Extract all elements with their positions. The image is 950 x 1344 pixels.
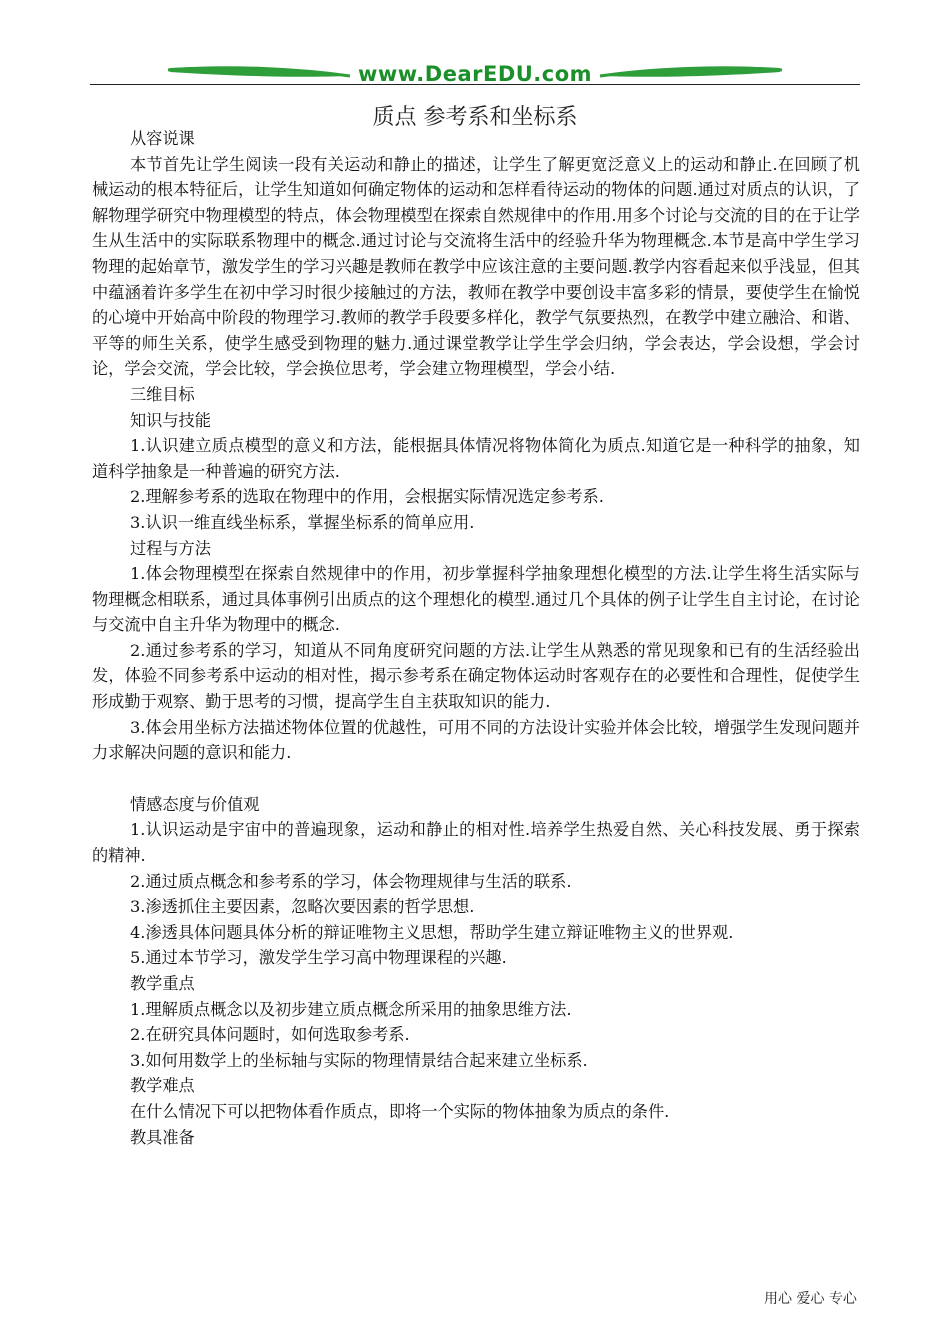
footer-motto: 用心 爱心 专心 (764, 1291, 857, 1307)
document-body (92, 126, 860, 1150)
section-heading: 教学重点 (130, 974, 195, 993)
paragraph: 2.通过参考系的学习，知道从不同角度研究问题的方法.让学生从熟悉的常见现象和已有的生活经验出发，体验不同参考系中运动的相对性，揭示参考系在确定物体运动时客观存在的必要性和合理性，促使学生形成勤于观察、勤于思考的习惯，提高学生自主获取知识的能力. (92, 640, 860, 712)
paragraph: 1.体会物理模型在探索自然规律中的作用，初步掌握科学抽象理想化模型的方法.让学生将生活实际与物理概念相联系，通过具体事例引出质点的这个理想化的模型.通过几个具体的例子让学生自主讨论，在讨论与交流中自主升华为物理中的概念. (92, 564, 860, 635)
paragraph: 2.理解参考系的选取在物理中的作用，会根据实际情况选定参考系. (130, 487, 604, 507)
page-header (0, 0, 950, 96)
subsection-heading: 知识与技能 (130, 410, 211, 430)
subsection-heading: 情感态度与价值观 (130, 794, 260, 814)
subsection-heading: 过程与方法 (130, 538, 211, 558)
paragraph: 2.在研究具体问题时，如何选取参考系. (130, 1025, 410, 1045)
paragraph: 3.认识一维直线坐标系，掌握坐标系的简单应用. (130, 512, 475, 532)
paragraph: 在什么情况下可以把物体看作质点，即将一个实际的物体抽象为质点的条件. (130, 1101, 670, 1121)
paragraph: 3.如何用数学上的坐标轴与实际的物理情景结合起来建立坐标系. (130, 1050, 588, 1070)
paragraph: 1.认识运动是宇宙中的普遍现象，运动和静止的相对性.培养学生热爱自然、关心科技发展、勇于探索的精神. (92, 820, 860, 866)
paragraph: 2.通过质点概念和参考系的学习，体会物理规律与生活的联系. (130, 871, 572, 891)
paragraph: 1.认识建立质点模型的意义和方法，能根据具体情况将物体简化为质点.知道它是一种科学的抽象，知道科学抽象是一种普遍的研究方法. (92, 436, 860, 481)
site-url-logo: www.DearEDU.com (357, 62, 593, 86)
blank-line (92, 766, 860, 792)
paragraph: 5.通过本节学习，激发学生学习高中物理课程的兴趣. (130, 948, 507, 968)
section-heading: 三维目标 (130, 384, 195, 404)
paragraph: 3.体会用坐标方法描述物体位置的优越性，可用不同的方法设计实验并体会比较，增强学生发现问题并力求解决问题的意识和能力. (92, 717, 860, 763)
paragraph: 4.渗透具体问题具体分析的辩证唯物主义思想，帮助学生建立辩证唯物主义的世界观. (130, 922, 734, 942)
page-title: 质点 参考系和坐标系 (372, 105, 578, 130)
section-heading: 从容说课 (130, 129, 195, 148)
paragraph: 1.理解质点概念以及初步建立质点概念所采用的抽象思维方法. (130, 999, 572, 1019)
section-heading: 教具准备 (130, 1127, 195, 1147)
paragraph: 3.渗透抓住主要因素，忽略次要因素的哲学思想. (130, 897, 475, 917)
header-rule (90, 84, 860, 85)
section-heading: 教学难点 (130, 1076, 195, 1096)
paragraph: 本节首先让学生阅读一段有关运动和静止的描述，让学生了解更宽泛意义上的运动和静止.在回顾了机械运动的根本特征后，让学生知道如何确定物体的运动和怎样看待运动的物体的问题.通过对质点的认识，了解物理学研究中物理模型的特点，体会物理模型在探索自然规律中的作用.用多个讨论与交流的目的在于让学生从生活中的实际联系物理中的概念.通过讨论与交流将生活中的经验升华为物理概念.本节是高中学生学习物理的起始章节，激发学生的学习兴趣是教师在教学中应该注意的主要问题.教学内容看起来似乎浅显，但其中蕴涵着许多学生在初中学习时很少接触过的方法，教师在教学中要创设丰富多彩的情景，要使学生在愉悦的心境中开始高中阶段的物理学习.教师的教学手段要多样化，教学气氛要热烈，在教学中建立融洽、和谐、平等的师生关系，使学生感受到物理的魅力.通过课堂教学让学生学会归纳，学会表达，学会设想，学会讨论，学会交流，学会比较，学会换位思考，学会建立物理模型，学会小结. (92, 154, 860, 379)
